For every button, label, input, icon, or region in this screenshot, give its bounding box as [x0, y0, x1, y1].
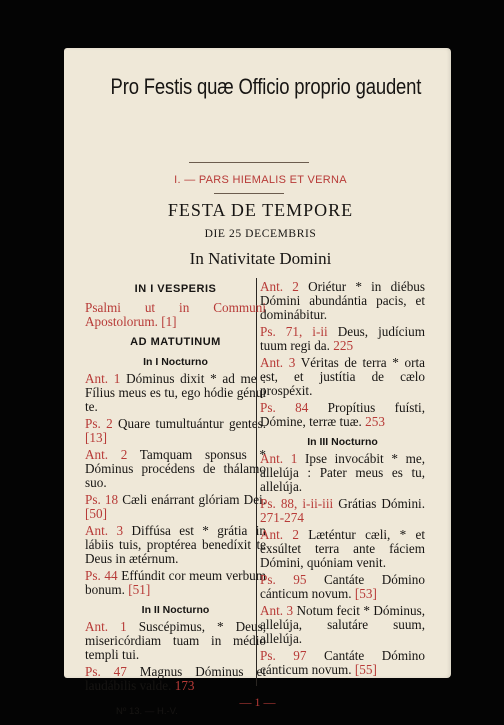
page-number: — 1 —: [239, 695, 276, 709]
psalm-ref: 225: [333, 338, 354, 353]
antiphon-text: Dóminus dixit * ad me : Fílius meus es tu, ego hódie génui te.: [85, 371, 267, 414]
antiphon-label: Ant. 3: [260, 355, 296, 370]
psalm: [85, 493, 266, 521]
psalm-ref: 271-274: [260, 510, 304, 525]
psalm-ref: [50]: [85, 506, 107, 521]
antiphon-text: Tamquam sponsus * Dóminus procédens de thálamo suo.: [85, 447, 266, 490]
psalm-text: Deus, judícium tuum regi da.: [260, 324, 425, 353]
psalm-label: Ps. 71, i-ii: [260, 324, 328, 339]
psalm: [85, 665, 266, 693]
page-title: Pro Festis quæ Officio proprio gaudent: [110, 74, 422, 99]
antiphon: [260, 604, 425, 646]
psalm-text: Magnus Dóminus et laudábilis valde.: [85, 664, 267, 693]
festa-heading: FESTA DE TEMPORE: [167, 200, 354, 220]
antiphon-label: Ant. 2: [85, 447, 128, 462]
psalm-label: Ps. 97: [260, 648, 307, 663]
right-column: [260, 280, 425, 680]
nocturno-heading: In I Nocturno: [143, 356, 208, 368]
psalm-label: Ps. 2: [85, 416, 113, 431]
antiphon: [85, 372, 266, 414]
antiphon-text: Ipse invocábit * me, allelúja : Pater meus es tu, allelúja.: [260, 451, 425, 494]
antiphon: [85, 448, 266, 490]
psalm-text: Effúndit cor meum verbum bonum.: [85, 568, 267, 597]
antiphon-label: Ant. 1: [85, 619, 127, 634]
antiphon: [260, 452, 425, 494]
psalm-ref: [51]: [128, 582, 151, 597]
psalm-ref: 173: [174, 678, 195, 693]
psalm: [260, 649, 425, 677]
antiphon-text: Læténtur cæli, * et exsúltet terra ante fáciem Dómini, quóniam venit.: [260, 527, 425, 570]
psalm: [85, 569, 266, 597]
psalm-text: Quare tumultuántur gentes.: [118, 416, 266, 431]
antiphon-label: Ant. 3: [85, 523, 124, 538]
antiphon-label: Ant. 1: [260, 451, 298, 466]
nocturno-heading: In III Nocturno: [307, 436, 378, 448]
date-line: DIE 25 DECEMBRIS: [204, 228, 317, 240]
feast-title: In Nativitate Domini: [189, 249, 332, 268]
psalm-label: Ps. 47: [85, 664, 127, 679]
divider: [214, 193, 284, 194]
psalm-ref: [53]: [354, 586, 377, 601]
matutinum-heading: AD MATUTINUM: [130, 336, 221, 348]
psalm: [260, 401, 425, 429]
antiphon: [260, 280, 425, 322]
antiphon-text: Oriétur * in diébus Dómini abundántia pacis, et dominábitur.: [260, 279, 426, 322]
antiphon-text: Notum fecit * Dóminus, allelúja, salutáre suum, allelúja.: [260, 603, 426, 646]
antiphon-label: Ant. 2: [260, 527, 299, 542]
psalm: [260, 573, 425, 601]
vesperis-text: Psalmi ut in Communi Apostolorum. [1]: [85, 300, 266, 329]
psalm-ref: [55]: [354, 662, 377, 677]
psalm: [260, 325, 425, 353]
antiphon: [260, 528, 425, 570]
nocturno-heading: In II Nocturno: [141, 604, 210, 616]
psalm-label: Ps. 44: [85, 568, 118, 583]
section-title: I. — PARS HIEMALIS ET VERNA: [174, 174, 347, 186]
psalm: [260, 497, 425, 525]
psalm-text: Cantáte Dómino cánticum novum.: [260, 572, 425, 601]
psalm-text: Cantáte Dómino cánticum novum.: [260, 648, 425, 677]
antiphon: [85, 620, 266, 662]
divider: [189, 162, 309, 163]
antiphon-label: Ant. 3: [260, 603, 294, 618]
antiphon: [260, 356, 425, 398]
antiphon-label: Ant. 2: [260, 279, 299, 294]
antiphon-text: Diffúsa est * grátia in lábiis tuis, proptérea benedíxit te Deus in ætérnum.: [85, 523, 267, 566]
vesperis-heading: IN I VESPERIS: [134, 283, 217, 295]
printer-signature: Nº 13. — H.-V.: [116, 706, 178, 717]
psalm-text: Cæli enárrant glóriam Dei.: [122, 492, 267, 507]
antiphon-text: Suscépimus, * Deus, misericórdiam tuam in médio templi tui.: [85, 619, 267, 662]
psalm-ref: [13]: [85, 430, 107, 445]
psalm-label: Ps. 95: [260, 572, 307, 587]
antiphon-text: Véritas de terra * orta est, et justítia de cælo prospéxit.: [260, 355, 426, 398]
psalm-label: Ps. 84: [260, 400, 309, 415]
psalm-label: Ps. 88, i-ii-iii: [260, 496, 334, 511]
document-page: [64, 48, 451, 717]
antiphon: [85, 524, 266, 566]
left-column: [85, 280, 266, 696]
psalm-label: Ps. 18: [85, 492, 119, 507]
psalm-ref: 253: [365, 414, 385, 429]
psalm-text: Propítius fuísti, Dómine, terræ tuæ.: [260, 400, 426, 429]
psalm: [85, 417, 266, 445]
antiphon-label: Ant. 1: [85, 371, 121, 386]
psalm-text: Grátias Dómini.: [338, 496, 425, 511]
